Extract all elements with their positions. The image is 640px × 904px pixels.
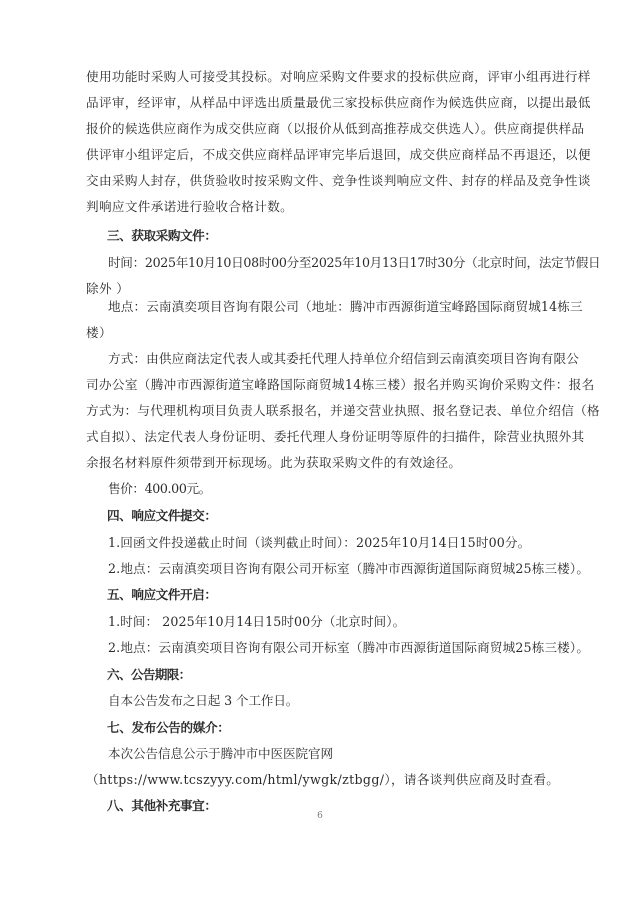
body-text-line: 供评审小组评定后，不成交供应商样品评审完毕后退回，成交供应商样品不再退还，以便 [86, 147, 591, 162]
body-text-line: 式自拟）、法定代表人身份证明、委托代理人身份证明等原件的扫描件，除营业执照外其 [86, 429, 585, 444]
section-heading-4: 四、响应文件提交： [107, 508, 217, 523]
body-text-line: 2.地点：云南滇奕项目咨询有限公司开标室（腾冲市西源街道国际商贸城25栋三楼）。 [108, 561, 590, 576]
section-heading-5: 五、响应文件开启： [107, 587, 217, 602]
page-number: 6 [317, 811, 323, 821]
body-text-line: 1.回函文件投递截止时间（谈判截止时间）：2025年10月14日15时00分。 [108, 535, 531, 550]
body-text-line: 时间：2025年10月10日08时00分至2025年10月13日17时30分（北京时间，法定节假日 [108, 255, 601, 270]
body-text-line: 司办公室（腾冲市西源街道宝峰路国际商贸城14栋三楼）报名并购买询价采购文件：报名 [86, 377, 595, 392]
website-url-line: （https://www.tcszyyy.com/html/ywgk/ztbgg/），请各谈判供应商及时查看。 [86, 772, 560, 787]
body-text-line: 1.时间： 2025年10月14日15时00分（北京时间）。 [108, 614, 406, 629]
price-line: 售价：400.00元。 [108, 481, 211, 496]
body-text-line: 使用功能时采购人可接受其投标。对响应采购文件要求的投标供应商，评审小组再进行样 [86, 69, 591, 84]
body-text-line: 判响应文件承诺进行验收合格计数。 [86, 199, 294, 214]
section-heading-7: 七、发布公告的媒介： [107, 720, 230, 735]
body-text-line: 品评审，经评审，从样品中评选出质量最优三家投标供应商作为候选供应商，以提出最低 [86, 95, 591, 110]
section-heading-6: 六、公告期限： [107, 667, 191, 682]
body-text-line: 方式为：与代理机构项目负责人联系报名，并递交营业执照、报名登记表、单位介绍信（格 [86, 403, 600, 418]
body-text-line: 除外 ） [86, 281, 130, 296]
body-text-line: 报价的候选供应商作为成交供应商（以报价从低到高推荐成交供选人）。供应商提供样品 [86, 121, 585, 136]
body-text-line: 交由采购人封存，供货验收时按采购文件、竞争性谈判响应文件、封存的样品及竞争性谈 [86, 173, 591, 188]
body-text-line: 方式：由供应商法定代表人或其委托代理人持单位介绍信到云南滇奕项目咨询有限公 [108, 351, 579, 366]
section-heading-3: 三、获取采购文件： [107, 228, 217, 243]
body-text-line: 本次公告信息公示于腾冲市中医医院官网 [108, 746, 333, 761]
body-text-line: 地点：云南滇奕项目咨询有限公司（地址：腾冲市西源街道宝峰路国际商贸城14栋三 [108, 299, 583, 314]
body-text-line: 楼） [86, 325, 112, 340]
body-text-line: 余报名材料原件须带到开标现场。此为获取采购文件的有效途径。 [86, 455, 462, 470]
body-text-line: 自本公告发布之日起 3 个工作日。 [108, 693, 299, 708]
section-heading-8: 八、其他补充事宜： [107, 798, 217, 813]
body-text-line: 2.地点：云南滇奕项目咨询有限公司开标室（腾冲市西源街道国际商贸城25栋三楼）。 [108, 640, 590, 655]
